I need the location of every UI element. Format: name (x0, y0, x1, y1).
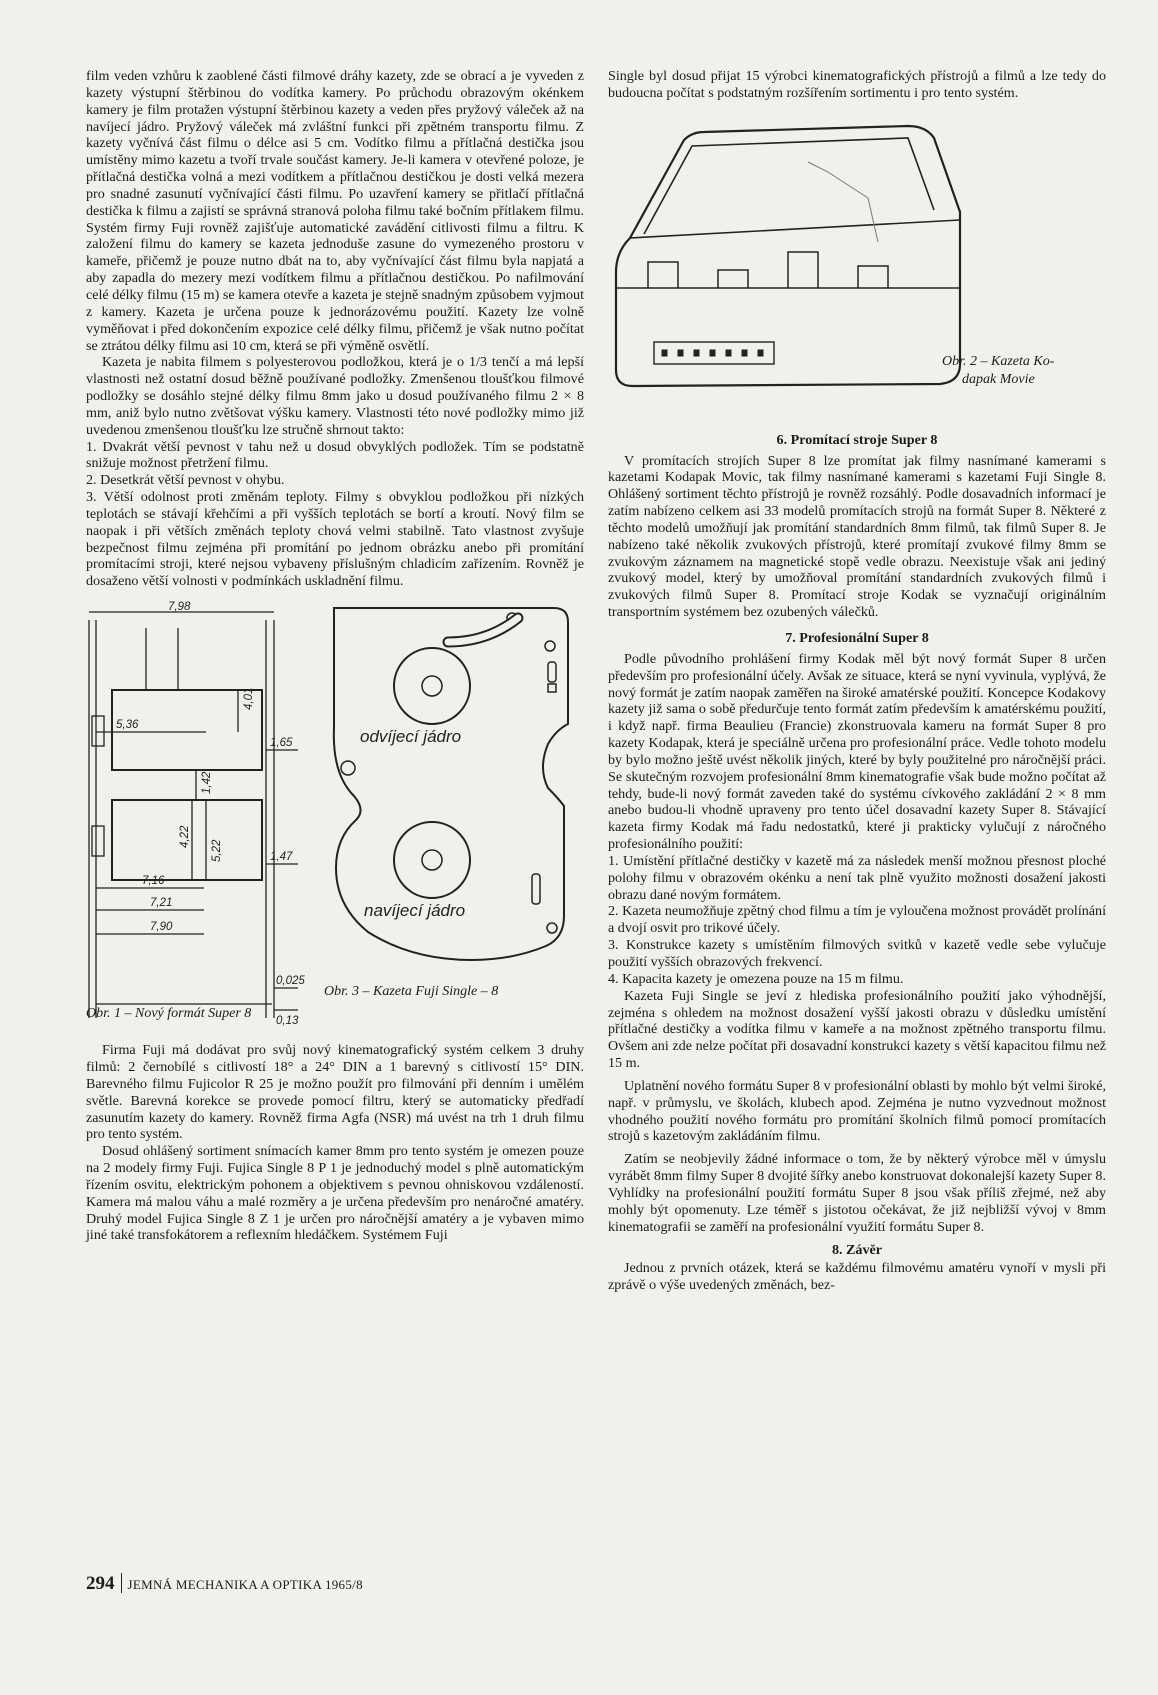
dim-label: 1,42 (201, 771, 213, 795)
dim-label: 7,16 (142, 875, 165, 888)
dim-label: 1,47 (270, 851, 293, 864)
figure-2-caption-line2: dapak Movie (962, 371, 1035, 387)
dim-label: 5,22 (211, 839, 223, 863)
figure-2 (608, 102, 1106, 406)
list-item: 2. Kazeta neumožňuje zpětný chod filmu a tím je vyloučena možnost provádět prolínání a dvojí osvit pro trikové účely. (608, 903, 1106, 937)
label-odvijeci-jadro: odvíjecí jádro (360, 727, 462, 747)
paragraph: V promítacích strojích Super 8 lze promítat jak filmy nasnímané kamerami s kazetami Kodapak Movic, tak filmy nasnímané kamerami s kazetami Fuji Single 8. Ohlášený sortiment těchto přístrojů je rovněž rozsáhlý. Podle dosavadních informací je zatím nabízeno celkem asi 33 modelů promítacích strojů na formát Super 8. Některé z těchto modelů umožňují jak promítání standardních 8mm filmů, tak filmů Super 8. Je nabízeno také několik zvukových přístrojů, které promítají zvukové filmy 8mm se zvukovým záznamem na magnetické stopě vedle obrazu. Neexistuje však ani jediný zvukový model, který by umožňoval promítání standardních zvukových filmů i zvukových filmů Super 8. Promítací stroje Kodak se vyznačují originálním transportním systémem bez ozubených válečků. (608, 452, 1106, 621)
list-item: 1. Umístění přítlačné destičky v kazetě má za následek menší možnou přesnost ploché polohy filmu v obrazovém okénku a není tak plně využito možnosti dosažení jakosti obrazu dané novým formátem. (608, 852, 1106, 903)
dim-label: 7,98 (168, 601, 191, 614)
dim-label: 5,36 (116, 719, 139, 732)
list-item: 3. Větší odolnost proti změnám teploty. Filmy s obvyklou podložkou při nízkých teplotách se stávají křehčími a při vyšších teplotách se bortí a kroutí. Nový film se naopak i při větších změnách teploty chová velmi stabilně. Tato vlastnost zvyšuje bezpečnost filmu zejména při promítání po jednom obrázku anebo při promítání promítacími stroji, které nejsou vybaveny příslušným chladicím zařízením. Rovněž je dosaženo větší volnosti v podmínkách uskladnění filmu. (86, 489, 584, 590)
list-item: 3. Konstrukce kazety s umístěním filmových svitků v kazetě vedle sebe vylučuje použití vyšších obrazových frekvencí. (608, 937, 1106, 970)
figure-3-caption: Obr. 3 – Kazeta Fuji Single – 8 (324, 984, 499, 1000)
dim-label: 0,025 (276, 975, 305, 988)
dim-label: 7,21 (150, 897, 173, 910)
dim-label: 1,65 (270, 737, 293, 750)
label-navijeci-jadro: navíjecí jádro (364, 901, 466, 921)
paragraph: Firma Fuji má dodávat pro svůj nový kinematografický systém celkem 3 druhy filmů: 2 černobílé s citlivostí 18° a 24° DIN a 1 barevný s citlivostí 15° DIN. Barevného filmu Fujicolor R 25 je možno použít pro filmování při denním i umělém světle. Barevná korekce se provede pomocí filtru, který se automaticky předřadí zasunutím kazety do kamery. Rovněž firma Agfa (NSR) má uvést na trh 1 druh filmu pro tento systém. (86, 1042, 584, 1143)
list-item: 1. Dvakrát větší pevnost v tahu než u dosud obvyklých podložek. Tím se podstatně snižuje možnost přetržení filmu. (86, 438, 584, 472)
list-item: 2. Desetkrát větší pevnost v ohybu. (86, 472, 285, 489)
paragraph: Podle původního prohlášení firmy Kodak měl být nový formát Super 8 určen především pro profesionální účely. Avšak ze situace, která se nyní vyvinula, vyplývá, že nový formát je zatím naopak zaměřen na široké amatérské použití. Koncepce Kodakovy kazety již sama o sobě předurčuje tento formát zatím především k amatérskému použití, i když např. firma Beaulieu (Francie) zkonstruovala kameru na formát Super 8 pro kazety Kodapak, která je speciálně určena pro profesionální práce. Vedle tohoto modelu by bylo možno ještě uvést několik jiných, které by byly použitelné pro náročnější práci. Se skutečným rozvojem profesionální 8mm kinematografie však bude možno počítat až tehdy, bude-li nový formát zaveden také do systému cívkového zakládání 2 × 8 mm anebo budou-li vhodně upraveny pro tento účel dosavadní kazety Super 8. Stávající kazeta firmy Kodak má řadu nedostatků, které ji prakticky vylučují z náročného profesionálního použití: (608, 650, 1106, 853)
left-column (86, 68, 584, 1244)
paragraph: Dosud ohlášený sortiment snímacích kamer 8mm pro tento systém je omezen pouze na 2 modely firmy Fuji. Fujica Single 8 P 1 je jednoduchý model s plně automatickým řízením osvitu, elektrickým pohonem a objektivem s pevnou ohniskovou vzdáleností. Kamera má malou váhu a malé rozměry a je určena především pro nenáročné amatéry. Druhý model Fujica Single 8 Z 1 je určen pro náročnější amatéry a je vybaven mimo jiné také transfokátorem a reflexním hledáčkem. Systémem Fuji (86, 1143, 584, 1244)
section-heading-6: 6. Promítací stroje Super 8 (776, 431, 938, 448)
dim-label: 7,90 (150, 921, 173, 934)
figures-1-3 (86, 598, 584, 1026)
paragraph: Single byl dosud přijat 15 výrobci kinematografických přístrojů a filmů a lze tedy do budoucna počítat s podstatným rozšířením sortimentu i pro tento systém. (608, 68, 1106, 101)
dim-label: 0,13 (276, 1015, 299, 1028)
dim-label: 4,22 (179, 825, 191, 849)
paragraph: Kazeta Fuji Single se jeví z hlediska profesionálního použití jako výhodnější, zejména s ohledem na možnost dosažení vyšší jakosti obrazu v důsledku umístění přítlačné destičky a vodítka filmu v kameře a na možnost zpětného transportu filmu. Ovšem ani zde nelze počítat při dosavadní konstrukci kazety s větší kapacitou filmu než 15 m. (608, 987, 1106, 1072)
section-heading-7: 7. Profesionální Super 8 (785, 629, 929, 646)
figure-1-caption: Obr. 1 – Nový formát Super 8 (86, 1006, 252, 1022)
footer-divider (121, 1573, 122, 1593)
dim-label: 4,01 (243, 687, 255, 711)
figure-2-caption-line1: Obr. 2 – Kazeta Ko- (942, 353, 1055, 369)
page-footer (86, 1573, 363, 1595)
figure-3-fuji-cassette-drawing (322, 598, 582, 1018)
paragraph: Zatím se neobjevily žádné informace o tom, že by některý výrobce měl v úmyslu vyrábět 8mm filmy Super 8 dvojité šířky anebo konstruovat dokonalejší kazety Super 8. Vyhlídky na profesionální použití formátu Super 8 jsou však příliš zřejmé, než aby mohly být opomenuty. Lze téměř s jistotou očekávat, že již nejbližší vývoj v 8mm kinematografii se zaměří na profesionální využití formátu Super 8. (608, 1151, 1106, 1235)
paragraph: Jednou z prvních otázek, která se každému filmovému amatéru vynoří v mysli při zprávě o výše uvedených změnách, bez- (608, 1260, 1106, 1294)
paragraph: Kazeta je nabita filmem s polyesterovou podložkou, která je o 1/3 tenčí a má lepší vlastnosti než ostatní dosud běžně používané podložky. Zmenšenou tloušťkou filmové podložky se dosáhlo stejné délky filmu 8mm jako u dosud používaného filmu 2 × 8 mm, aniž bylo nutno zvětšovat výšku kamery. Vlastnosti této nové podložky mimo již uvedenou zmenšenou tloušťku lze stručně shrnout takto: (86, 354, 584, 438)
paragraph: Uplatnění nového formátu Super 8 v profesionální oblasti by mohlo být velmi široké, např. v průmyslu, ve školách, klubech apod. Zejména je nutno vyzvednout možnost vhodného použití nového formátu pro promítání školních filmů pomocí promítacích strojů s kazetovým zakládáním filmu. (608, 1077, 1106, 1145)
page-number: 294 (86, 1573, 115, 1594)
paragraph: film veden vzhůru k zaoblené části filmové dráhy kazety, zde se obrací a je vyveden z kazety výstupní štěrbinou do vodítka kamery. Po průchodu obrazovým okénkem kamery je film protažen výstupní štěrbinou kazety a veden přes pryžový váleček až na navíjecí jádro. Pryžový váleček má zvláštní funkci při zpětném transportu filmu. Z kazety vyčnívá část filmu o délce asi 5 cm. Vodítko filmu a přítlačná destička jsou umístěny mimo kazetu a tvoří trvale součást kamery. Je-li kamera v otevřené poloze, je přítlačná destička volná a mezi vodítkem a přítlačnou destičkou je dosti velká mezera pro snadné zasunutí vyčnívající části filmu. Po uzavření kamery se přitlačí přítlačná destička k filmu a zajistí se správná stranová poloha filmu také bočním přítlakem filmu. Systém firmy Fuji rovněž zajišťuje automatické zavádění citlivosti filmu a filtru. K založení filmu do kamery se kazeta jednoduše zasune do vymezeného prostoru v kameře, přičemž je pouze nutno dbát na to, aby vyčnívající část filmu byla napjatá a aby zapadla do mezery mezi vodítkem filmu a přítlačnou destičkou. Po nafilmování celé délky filmu (15 m) se kamera otevře a kazeta je stejně snadným způsobem vyjmout z kamery. Kazeta je určena pouze k jednorázovému použití. Kazety lze volně vyměňovat i před dokončením expozice celé délky filmu, přičemž je však nutno počítat se ztrátou délky filmu asi 10 cm, která se při výměně osvětlí. (86, 68, 584, 354)
right-column (608, 68, 1106, 1294)
section-heading-8: 8. Závěr (831, 1241, 883, 1258)
list-item: 4. Kapacita kazety je omezena pouze na 15 m filmu. (608, 970, 904, 987)
journal-name: JEMNÁ MECHANIKA A OPTIKA 1965/8 (127, 1577, 363, 1592)
figure-1-format-drawing (86, 598, 346, 1028)
